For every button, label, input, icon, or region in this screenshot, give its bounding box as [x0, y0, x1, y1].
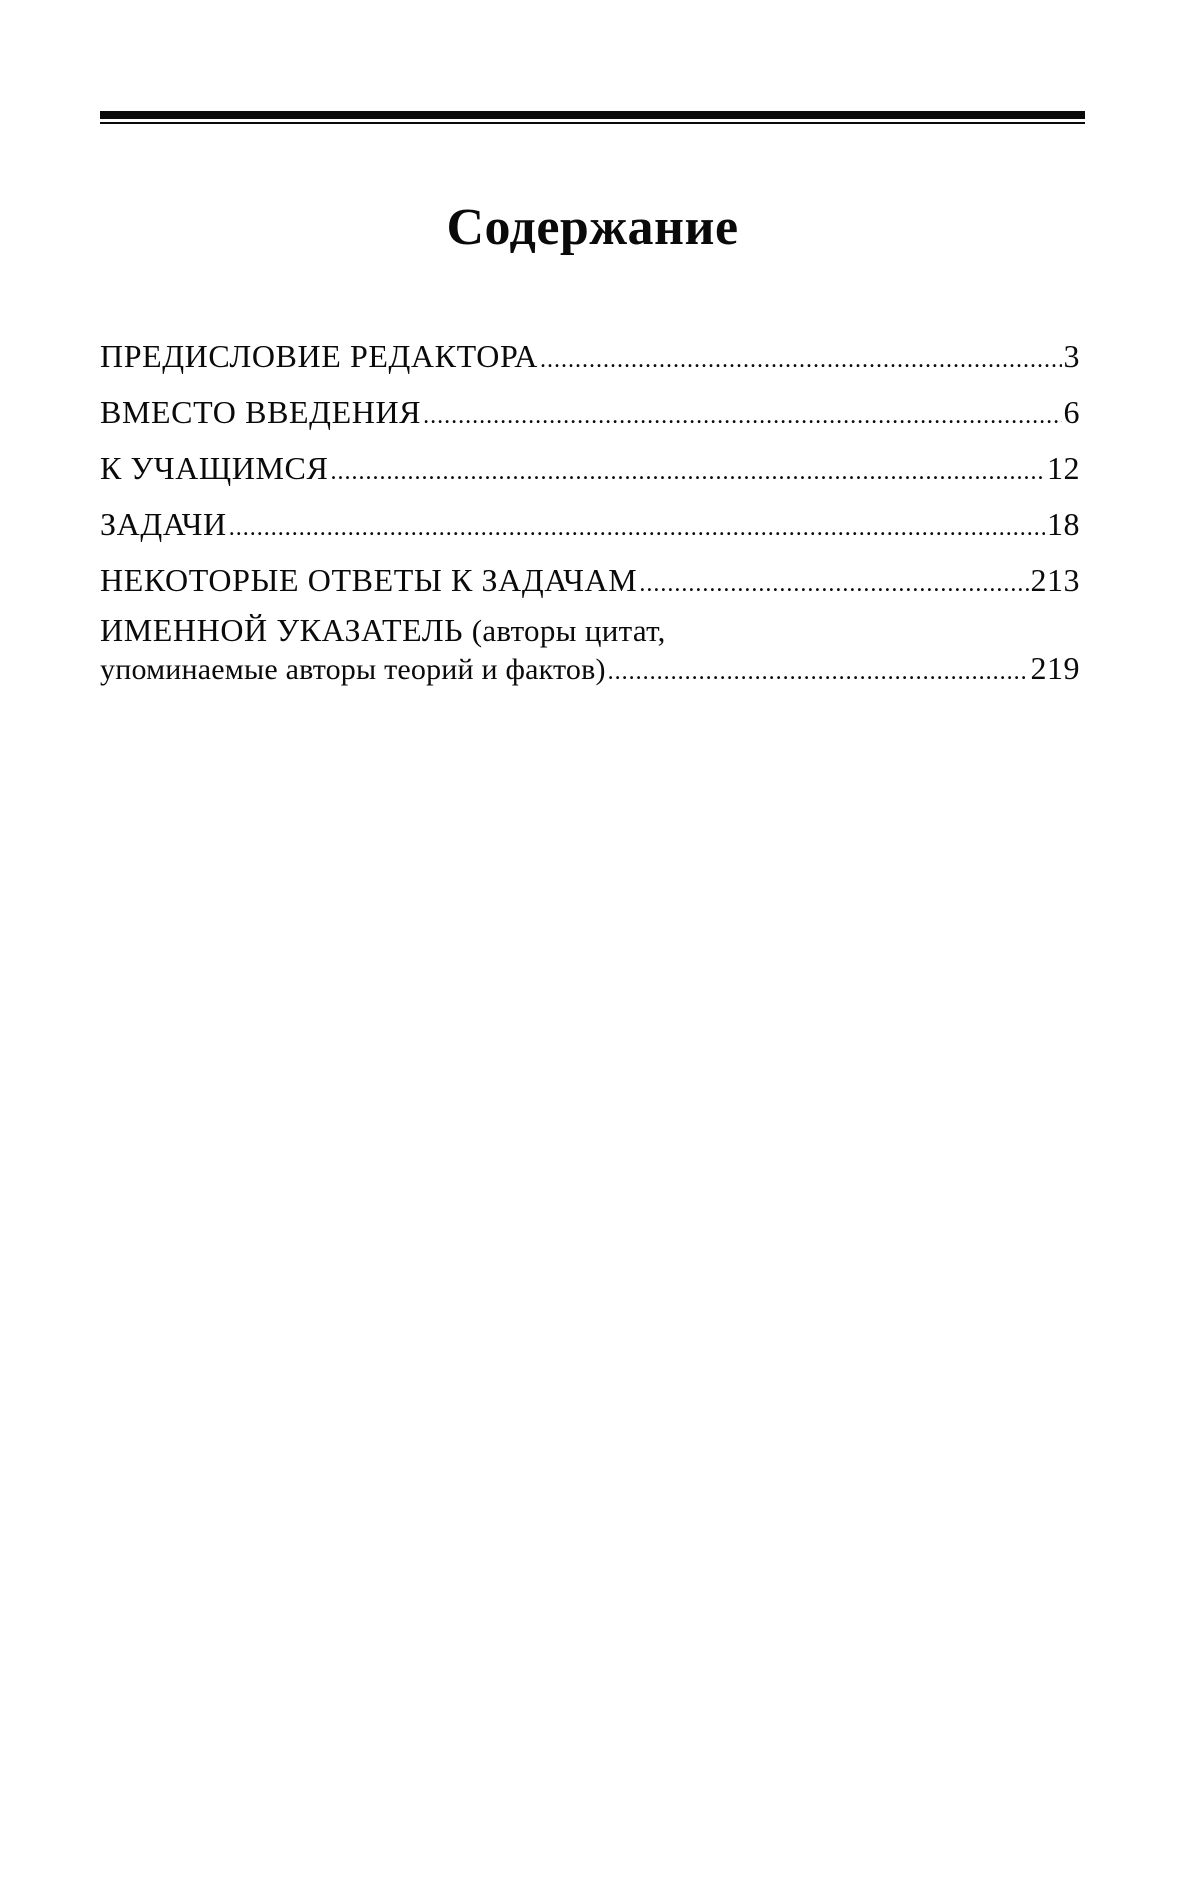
- toc-entry-page: 213: [1030, 562, 1080, 598]
- toc-entry-page: 18: [1047, 506, 1080, 542]
- toc-entry[interactable]: [100, 498, 1080, 554]
- toc-entry-page: 12: [1047, 450, 1080, 486]
- page-title: Содержание: [446, 199, 739, 256]
- table-of-contents: [100, 330, 1080, 691]
- toc-entry-note: (авторы цитат,: [471, 613, 666, 648]
- toc-entry-line2: [100, 649, 1080, 691]
- toc-entry[interactable]: [100, 330, 1080, 386]
- toc-entry[interactable]: [100, 554, 1080, 610]
- toc-entry-note-continued: упоминаемые авторы теорий и фактов): [100, 653, 606, 686]
- toc-leader-dots: [540, 330, 1061, 386]
- toc-leader-dots: [423, 386, 1061, 442]
- toc-entry-page: 219: [1030, 650, 1080, 686]
- toc-entry-label: НЕКОТОРЫЕ ОТВЕТЫ К ЗАДАЧАМ: [100, 562, 638, 598]
- toc-entry[interactable]: [100, 442, 1080, 498]
- toc-leader-dots: [330, 442, 1045, 498]
- toc-entry-label: ПРЕДИСЛОВИЕ РЕДАКТОРА: [100, 338, 539, 374]
- header-rule-thick: [100, 111, 1085, 119]
- toc-entry-page: 3: [1063, 338, 1080, 374]
- toc-leader-dots: [639, 554, 1028, 610]
- toc-entry-label: ВМЕСТО ВВЕДЕНИЯ: [100, 394, 422, 430]
- toc-entry-line1: [100, 612, 1080, 649]
- toc-entry-multiline[interactable]: [100, 612, 1080, 691]
- toc-entry-label: ЗАДАЧИ: [100, 506, 227, 542]
- toc-leader-dots: [608, 649, 1029, 691]
- toc-entry-page: 6: [1063, 394, 1080, 430]
- toc-leader-dots: [229, 498, 1045, 554]
- toc-entry-label: К УЧАЩИМСЯ: [100, 450, 329, 486]
- toc-entry[interactable]: [100, 386, 1080, 442]
- toc-entry-label: ИМЕННОЙ УКАЗАТЕЛЬ: [100, 612, 464, 648]
- header-rule-thin: [100, 122, 1085, 124]
